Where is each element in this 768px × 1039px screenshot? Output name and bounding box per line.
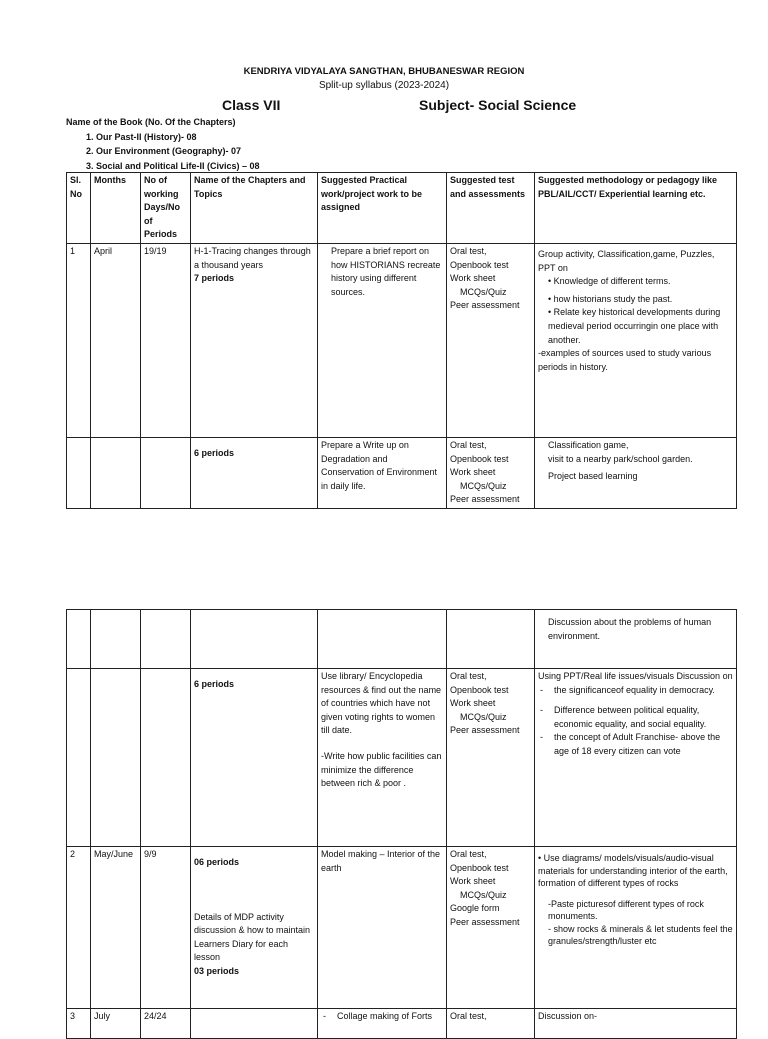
cell-days: 24/24 (141, 1009, 191, 1039)
topic-periods: 06 periods (194, 857, 240, 867)
practical-text: Prepare a brief report on how HISTORIANS recreate history using different sources. (331, 245, 441, 297)
cell-assessment (447, 243, 535, 437)
topic-text: H-1-Tracing changes through a thousand years (194, 245, 311, 270)
table-row (67, 610, 737, 669)
practical-item: - Collage making of Forts (337, 1010, 443, 1024)
cell-month: May/June (91, 847, 141, 1009)
header-practical: Suggested Practical work/project work to be assigned (318, 173, 447, 244)
syllabus-title: Split-up syllabus (2023-2024) (318, 80, 450, 91)
topic-periods: 03 periods (194, 965, 240, 976)
class-title: Class VII (222, 97, 281, 113)
header-days: No of working Days/No of Periods (141, 173, 191, 244)
cell-methodology (535, 437, 737, 508)
test-item: Work sheet (450, 273, 496, 284)
cell-days (141, 669, 191, 847)
syllabus-table-1 (66, 172, 737, 509)
method-text: Using PPT/Real life issues/visuals Discussion on (538, 671, 733, 681)
test-item: Work sheet (450, 467, 496, 478)
cell-month (91, 669, 141, 847)
cell-topic (191, 610, 318, 669)
table-row (67, 243, 737, 437)
cell-practical: Model making – Interior of the earth (318, 847, 447, 1009)
book-list (66, 130, 260, 174)
header-sl: Sl. No (67, 173, 91, 244)
practical-text: -Write how public facilities can minimize the difference between rich & poor . (321, 750, 442, 789)
cell-practical: Prepare a Write up on Degradation and Conservation of Environment in daily life. (318, 437, 447, 508)
book-item: 3. Social and Political Life-II (Civics) – 08 (96, 159, 260, 174)
test-item: Peer assessment (450, 725, 520, 736)
method-bullet: • Use diagrams/ models/visuals/audio-visual materials for understanding interior of the earth, formation of different types of rocks (538, 852, 733, 890)
test-item: Peer assessment (450, 916, 520, 927)
book-heading: Name of the Book (No. Of the Chapters) (66, 117, 236, 127)
syllabus-table-2 (66, 609, 737, 1039)
topic-periods: 6 periods (194, 447, 235, 458)
cell-days: 9/9 (141, 847, 191, 1009)
book-item: 1. Our Past-II (History)- 08 (96, 130, 260, 145)
cell-methodology (535, 610, 737, 669)
header-assessment: Suggested test and assessments (447, 173, 535, 244)
cell-assessment (447, 437, 535, 508)
cell-days: 19/19 (141, 243, 191, 437)
table-row (67, 437, 737, 508)
test-item: Openbook test (450, 259, 509, 270)
test-item: Openbook test (450, 862, 509, 873)
practical-list (321, 1010, 443, 1024)
practical-text: Use library/ Encyclopedia resources & find out the name of countries which have not given voting rights to women till date. (321, 671, 442, 736)
table-row (67, 847, 737, 1009)
table-row (67, 669, 737, 847)
header-methodology: Suggested methodology or pedagogy like PBL/AIL/CCT/ Experiential learning etc. (535, 173, 737, 244)
topic-periods: 7 periods (194, 273, 235, 284)
org-title: KENDRIYA VIDYALAYA SANGTHAN, BHUBANESWAR REGION (243, 66, 525, 77)
method-bullet: • how historians study the past. (538, 293, 733, 307)
test-item: Oral test, (450, 671, 487, 681)
header-months: Months (91, 173, 141, 244)
method-list (538, 684, 733, 759)
cell-month: July (91, 1009, 141, 1039)
cell-methodology: Discussion on- (535, 1009, 737, 1039)
test-item: Work sheet (450, 876, 496, 887)
cell-topic (191, 437, 318, 508)
test-item: Oral test, (450, 245, 487, 256)
test-item: MCQs/Quiz (460, 480, 507, 491)
method-bullet: • Relate key historical developments during medieval period occurringin one place with another. (538, 306, 733, 347)
cell-practical (318, 243, 447, 437)
book-item: 2. Our Environment (Geography)- 07 (96, 144, 260, 159)
cell-sl (67, 610, 91, 669)
cell-sl: 1 (67, 243, 91, 437)
test-item: MCQs/Quiz (460, 711, 507, 722)
method-text: - show rocks & minerals & let students feel the granules/strength/luster etc (548, 923, 733, 946)
test-item: Peer assessment (450, 494, 520, 505)
cell-sl: 3 (67, 1009, 91, 1039)
method-text: -Paste picturesof different types of rock monuments. (548, 898, 704, 921)
method-item: - the concept of Adult Franchise- above the age of 18 every citizen can vote (554, 731, 733, 758)
test-item: MCQs/Quiz (460, 286, 507, 297)
method-text: Classification game, (548, 439, 629, 450)
cell-month: April (91, 243, 141, 437)
cell-methodology (535, 243, 737, 437)
cell-topic (191, 243, 318, 437)
cell-month (91, 437, 141, 508)
method-text: visit to a nearby park/school garden. (548, 453, 693, 464)
test-item: Openbook test (450, 684, 509, 695)
test-item: Work sheet (450, 698, 496, 709)
cell-methodology (535, 669, 737, 847)
cell-sl: 2 (67, 847, 91, 1009)
method-text: Discussion about the problems of human environment. (548, 617, 712, 641)
method-text: -examples of sources used to study various periods in history. (538, 348, 712, 372)
header-chapters: Name of the Chapters and Topics (191, 173, 318, 244)
cell-assessment: Oral test, (447, 1009, 535, 1039)
cell-assessment (447, 610, 535, 669)
table-header-row (67, 173, 737, 244)
cell-days (141, 610, 191, 669)
subject-title: Subject- Social Science (419, 97, 577, 113)
cell-practical (318, 669, 447, 847)
test-item: Oral test, (450, 439, 487, 450)
test-item: Peer assessment (450, 300, 520, 311)
cell-month (91, 610, 141, 669)
test-item: Openbook test (450, 453, 509, 464)
cell-days (141, 437, 191, 508)
topic-text: Details of MDP activity discussion & how to maintain Learners Diary for each lesson (194, 911, 311, 963)
cell-practical (318, 610, 447, 669)
cell-sl (67, 437, 91, 508)
method-item: - Difference between political equality, economic equality, and social equality. (554, 704, 733, 731)
cell-assessment (447, 847, 535, 1009)
method-bullet: • Knowledge of different terms. (538, 275, 733, 289)
cell-methodology (535, 847, 737, 1009)
cell-topic (191, 669, 318, 847)
test-item: Oral test, (450, 849, 487, 859)
method-item: - the significanceof equality in democracy. (554, 684, 733, 698)
cell-sl (67, 669, 91, 847)
method-text: Project based learning (548, 471, 638, 482)
test-item: Google form (450, 903, 500, 914)
topic-periods: 6 periods (194, 679, 235, 689)
cell-assessment (447, 669, 535, 847)
method-text: Group activity, Classification,game, Puzzles, PPT on (538, 248, 715, 273)
book-info (66, 115, 260, 173)
test-item: MCQs/Quiz (460, 889, 507, 900)
cell-topic (191, 847, 318, 1009)
